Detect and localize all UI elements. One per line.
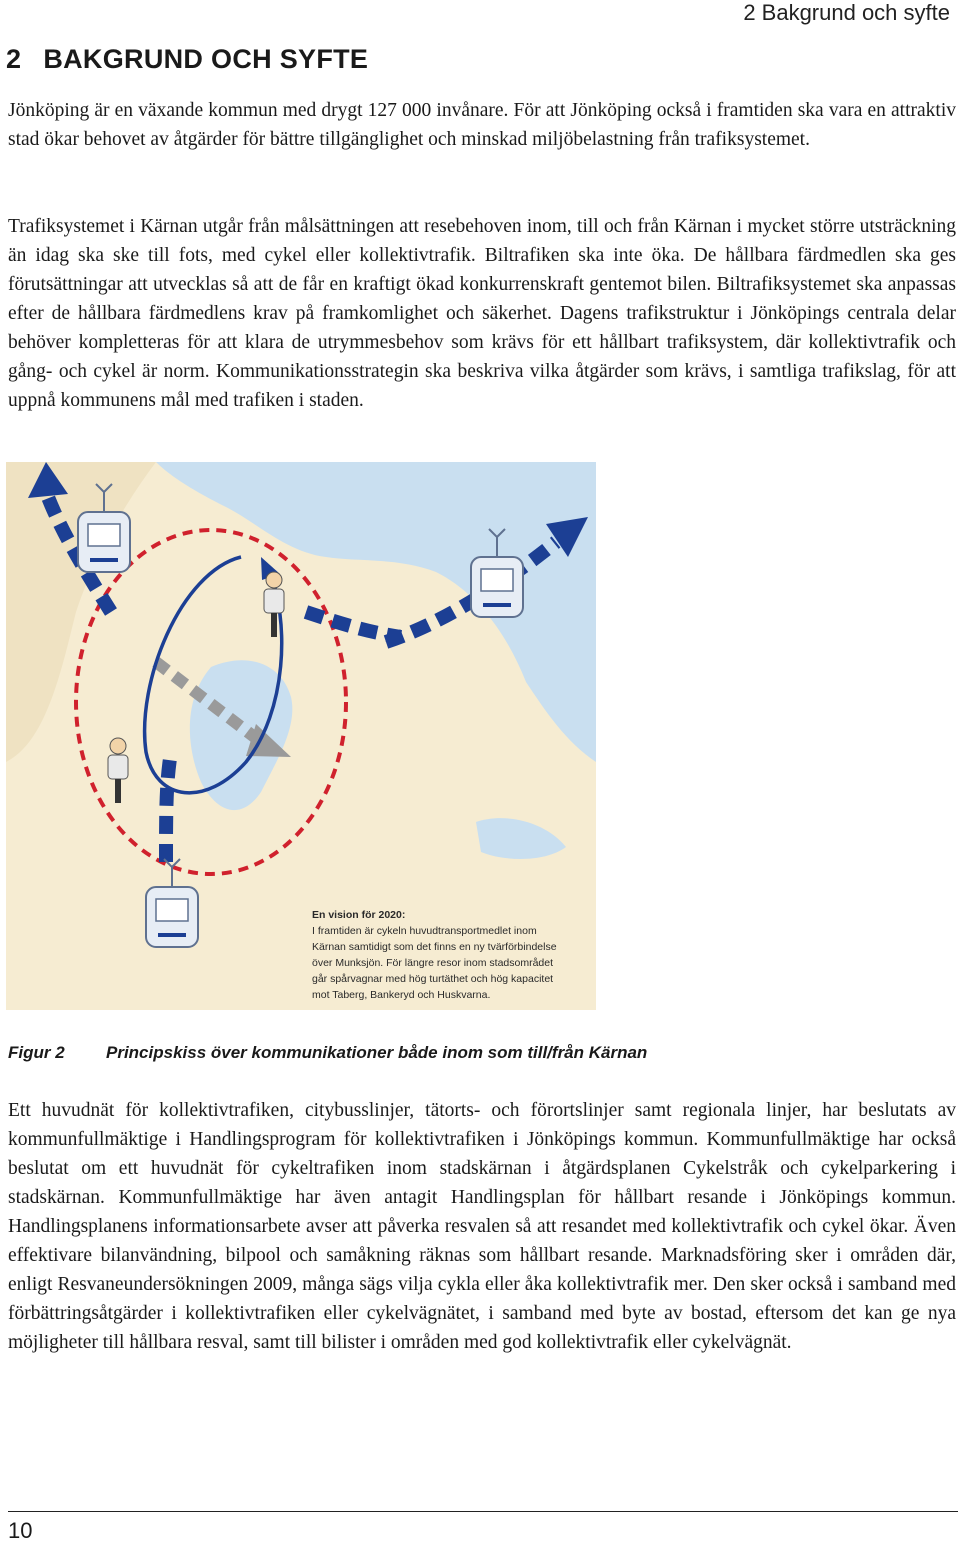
chapter-heading — [6, 44, 368, 75]
footer-divider — [8, 1511, 958, 1512]
caption-text: Principskiss över kommunikationer både inom som till/från Kärnan — [106, 1043, 648, 1062]
vision-title: En vision för 2020: — [312, 909, 406, 921]
vision-line: går spårvagnar med hög turtäthet och hög kapacitet — [312, 973, 554, 985]
figure-principle-sketch — [6, 462, 596, 1010]
page-number: 10 — [8, 1518, 33, 1543]
running-header: 2 Bakgrund och syfte — [743, 0, 950, 25]
vision-line: över Munksjön. För längre resor inom stadsområdet — [312, 957, 554, 969]
vision-line: mot Taberg, Bankeryd och Huskvarna. — [312, 989, 491, 1001]
chapter-number: 2 — [6, 44, 22, 74]
paragraph-huvudnat: Ett huvudnät för kollektivtrafiken, citybusslinjer, tätorts- och förortslinjer samt regionala linjer, har beslutats av kommunfullmäktige i Handlingsprogram för kollektivtrafiken i Jönköpings kommun. Kommunfullmäktige har också beslutat om ett huvudnät för cykeltrafiken inom stadskärnan i åtgärdsplanen Cykelstråk och cykelparkering i stadskärnan. Kommunfullmäktige har även antagit Handlingsplan för hållbart resande i Jönköpings kommun. Handlingsplanens informationsarbete avser att påverka resvalen så att resandet med kollektivtrafik och cykel ökar. Även effektivare bilanvändning, bilpool och samåkning räknas som hållbart resande. Marknadsföring sker i områden där, enligt Resvaneundersökningen 2009, många sägs vilja cykla eller åka kollektivtrafik mer. Den sker också i samband med förbättringsåtgärder i kollektivtrafiken eller cykelvägnätet, i samband med byte av bostad, eftersom det kan ge nya möjligheter till hållbara resval, samt till bilister i områden med god kollektivtrafik eller cykelvägnät. — [8, 1100, 956, 1353]
map-illustration — [6, 462, 596, 1010]
caption-label: Figur 2 — [8, 1043, 65, 1062]
paragraph-intro: Jönköping är en växande kommun med drygt 127 000 invånare. För att Jönköping också i framtiden ska vara en attraktiv stad ökar behovet av åtgärder för bättre tillgänglighet och minskad miljöbelastning från trafiksystemet. — [8, 100, 956, 150]
vision-line: Kärnan samtidigt som det finns en ny tvärförbindelse — [312, 941, 557, 953]
vision-line: I framtiden är cykeln huvudtransportmedlet inom — [312, 925, 537, 937]
paragraph-karnan: Trafiksystemet i Kärnan utgår från målsättningen att resebehoven inom, till och från Kärnan i mycket större utsträckning än idag ska ske till fots, med cykel eller kollektivtrafik. Biltrafiken ska inte öka. De hållbara färdmedlen ska ges förutsättningar att utvecklas så att de får en kraftigt ökad konkurrenskraft gentemot bilen. Biltrafiksystemet ska anpassas efter de hållbara färdmedlens krav på framkomlighet och säkerhet. Dagens trafikstruktur i Jönköpings centrala delar behöver kompletteras för att klara de utrymmesbehov som krävs för ett hållbart trafiksystem, där kollektivtrafik och gång- och cykel är norm. Kommunikationsstrategin ska beskriva vilka åtgärder som krävs, i samtliga trafikslag, för att uppnå kommunens mål med trafiken i staden. — [8, 216, 956, 411]
figure-caption — [8, 1043, 647, 1063]
chapter-title: BAKGRUND OCH SYFTE — [43, 44, 369, 74]
